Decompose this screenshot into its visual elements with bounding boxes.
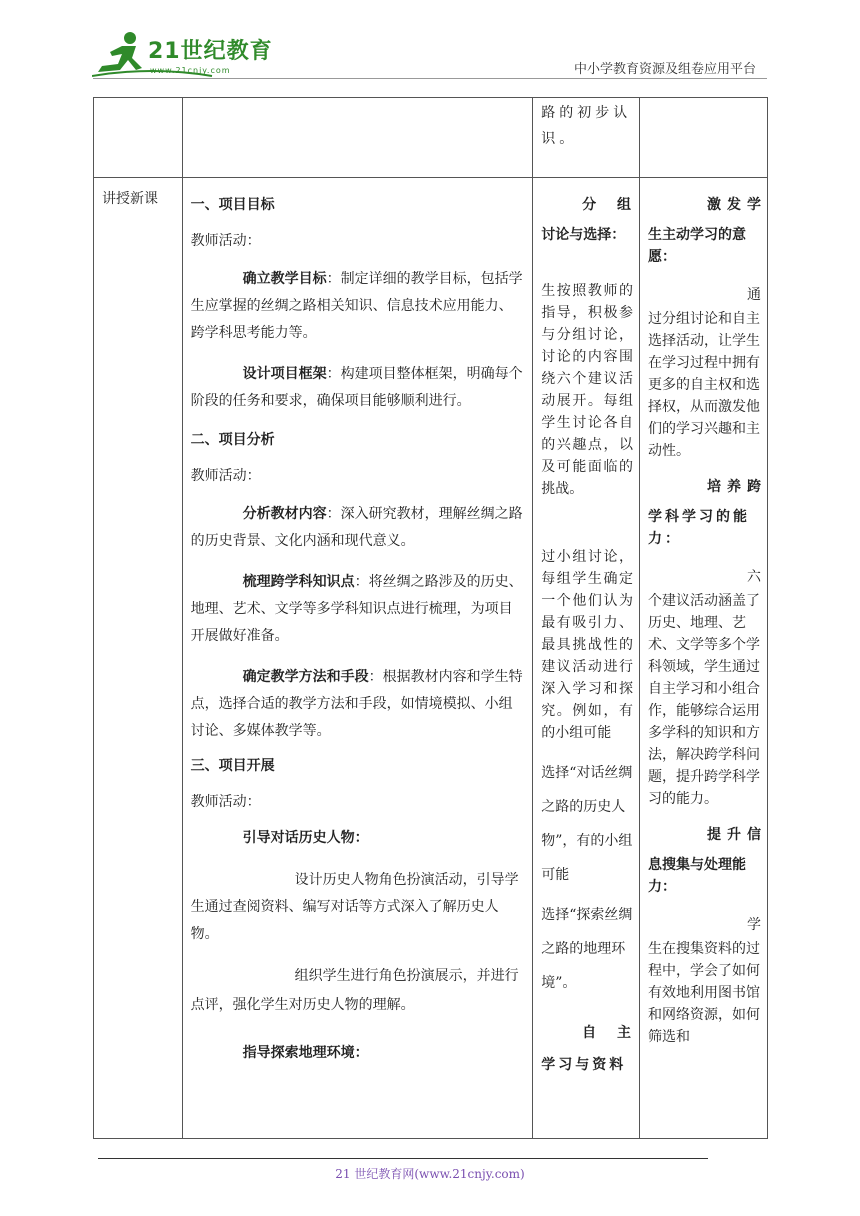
cell-stage: [94, 178, 183, 1139]
cell-intent-empty: [640, 98, 768, 178]
section-3-item-a2: 组织学生进行角色扮演展示，并进行点评，强化学生对历史人物的理解。: [190, 968, 519, 1013]
student-heading-1b: 讨论与选择：: [541, 227, 626, 243]
section-2-teacher: 教师活动：: [190, 468, 261, 484]
table-row-continuation: [94, 98, 768, 178]
cell-stage-empty: [94, 98, 183, 178]
student-heading-2a: 自 主: [582, 1025, 640, 1041]
student-para-2: 过小组讨论，每组学生确定一个他们认为最有吸引力、最具挑战性的建议活动进行深入学习和探究。例如，有的小组可能: [541, 549, 634, 741]
cell-teacher-activities: [182, 178, 533, 1139]
logo-text: 21世纪教育: [148, 39, 273, 64]
intent-para-2: 个建议活动涵盖了历史、地理、艺术、文学等多个学科领域，学生通过自主学习和小组合作，能够综合运用多学科的知识和方法，解决跨学科问题，提升跨学科学习的能力。: [648, 593, 761, 807]
footer-link[interactable]: 21 世纪教育网(www.21cnjy.com): [335, 1167, 525, 1181]
section-3-item-b: 指导探索地理环境：: [242, 1045, 369, 1061]
intent-para-3: 生在搜集资料的过程中，学会了如何有效地利用图书馆和网络资源，如何筛选和: [648, 941, 761, 1045]
intent-para-1-lead: 通: [747, 287, 761, 303]
section-1-item-a: 确立教学目标：制定详细的教学目标，包括学生应掌握的丝绸之路相关知识、信息技术应用能力、跨学科思考能力等。: [190, 271, 523, 341]
section-1-teacher: 教师活动：: [190, 233, 261, 249]
table-row-main: [94, 178, 768, 1139]
student-para-1: 生按照教师的指导，积极参与分组讨论，讨论的内容围绕六个建议活动展开。每组学生讨论各自的兴趣点，以及可能面临的挑战。: [541, 283, 634, 497]
platform-title: 中小学教育资源及组卷应用平台: [573, 62, 756, 77]
stage-label: 讲授新课: [102, 191, 158, 207]
logo-url: www.21cnjy.com: [150, 66, 231, 75]
section-3-teacher: 教师活动：: [190, 794, 261, 810]
section-1-title: 一、项目目标: [190, 197, 275, 213]
section-3-title: 三、项目开展: [190, 758, 275, 774]
cell-teacher-empty: [182, 98, 533, 178]
section-3-item-a1: 设计历史人物角色扮演活动，引导学生通过查阅资料、编写对话等方式深入了解历史人物。: [190, 872, 519, 942]
cell-student-activities: [533, 178, 640, 1139]
student-heading-1a: 分 组: [582, 197, 640, 213]
section-2-item-a: 分析教材内容：深入研究教材，理解丝绸之路的历史背景、文化内涵和现代意义。: [190, 506, 523, 549]
section-3-item-a: 引导对话历史人物：: [242, 830, 369, 846]
continued-text: 路的初步认识。: [541, 105, 632, 147]
cell-student-continuation: [533, 98, 640, 178]
section-2-item-c: 确定教学方法和手段：根据教材内容和学生特点，选择合适的教学方法和手段，如情境模拟、小组讨论、多媒体教学等。: [190, 669, 523, 739]
intent-heading-2b: 学科学习的能力：: [648, 509, 751, 547]
student-para-4: 选择“探索丝绸之路的地理环境”。: [541, 907, 633, 991]
footer-divider: [98, 1158, 708, 1159]
intent-heading-2a: 培养跨: [707, 479, 767, 495]
section-1-item-b: 设计项目框架：构建项目整体框架，明确每个阶段的任务和要求，确保项目能够顺利进行。: [190, 366, 523, 409]
intent-heading-3a: 提升信: [707, 827, 767, 843]
intent-para-1: 过分组讨论和自主选择活动，让学生在学习过程中拥有更多的自主权和选择权，从而激发他们的学习兴趣和主动性。: [648, 311, 761, 459]
page-header: [0, 0, 860, 90]
lesson-plan-table: [93, 97, 768, 1139]
header-divider: [93, 78, 767, 79]
intent-heading-1a: 激发学: [707, 197, 767, 213]
intent-para-3-lead: 学: [747, 917, 761, 933]
intent-heading-1b: 生主动学习的意愿：: [648, 227, 747, 265]
cell-design-intent: [640, 178, 768, 1139]
intent-heading-3b: 息搜集与处理能力：: [648, 857, 747, 895]
intent-para-2-lead: 六: [747, 569, 761, 585]
student-para-3: 选择“对话丝绸之路的历史人物”，有的小组可能: [541, 765, 633, 883]
section-2-title: 二、项目分析: [190, 432, 275, 448]
section-2-item-b: 梳理跨学科知识点：将丝绸之路涉及的历史、地理、艺术、文学等多学科知识点进行梳理，为项目开展做好准备。: [190, 574, 523, 644]
student-heading-2b: 学习与资料: [541, 1057, 627, 1073]
